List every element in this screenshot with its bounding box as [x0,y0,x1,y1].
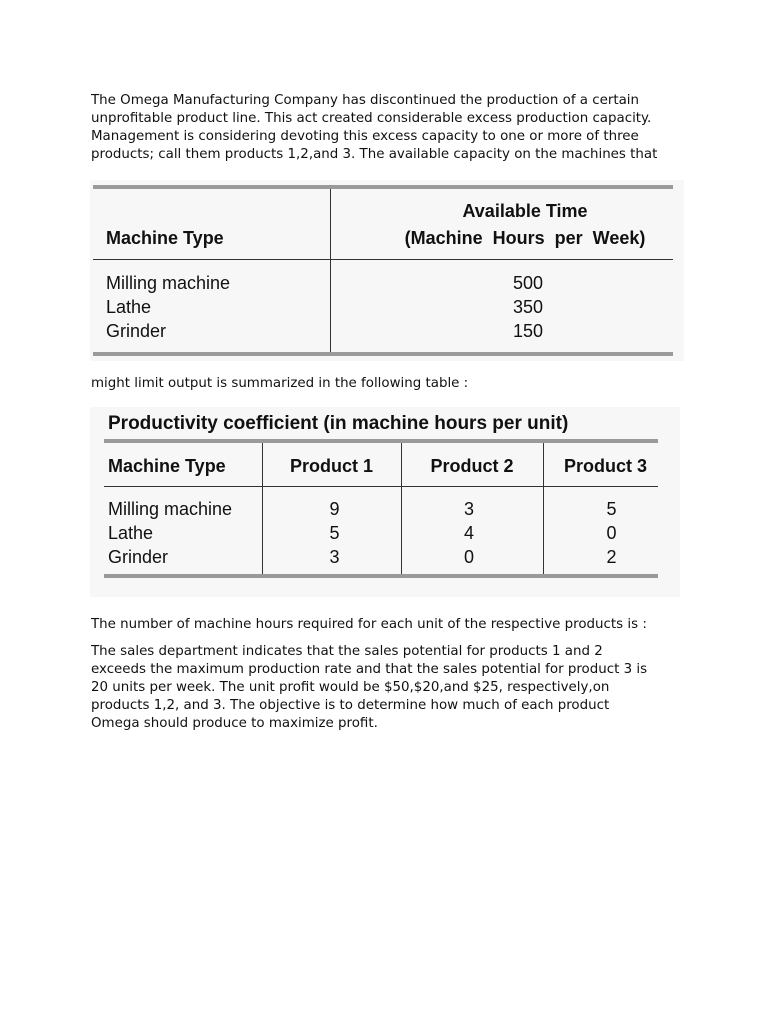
table-top-rule [104,439,658,443]
header-product-1: Product 1 [289,456,373,476]
machine-cell: Lathe [108,523,154,543]
machine-cell: Milling machine [108,499,233,519]
header-machine-type: Machine Type [106,228,224,248]
hours-cell: 150 [512,321,544,341]
coefficient-cell: 0 [606,523,617,543]
sales-paragraph: The sales department indicates that the sales potential for products 1 and 2 exceeds the maximum production rate and that the sales potential for product 3 is 20 units per week. The unit profit would be $50,$20,and $25, respectively,on products 1,2, and 3. The objective is to determine how much of each product Omega should produce to maximize profit. [91,644,648,731]
header-rule [93,259,673,260]
machine-cell: Grinder [106,321,167,341]
machine-column [108,497,232,569]
header-product-3: Product 3 [563,456,647,476]
table1-caption: might limit output is summarized in the following table : [91,376,469,391]
machine-cell: Grinder [108,547,169,567]
table-bottom-rule [93,352,673,356]
header-rule [104,486,658,487]
intro-paragraph: The Omega Manufacturing Company has discontinued the production of a certain unprofitable product line. This act created considerable excess production capacity. Management is considering devoting this excess capacity to one or more of three products; call them products 1,2,and 3. The available capacity on the machines that [91,93,658,162]
coefficient-table [90,407,680,597]
hours-cell: 350 [512,297,544,317]
product-1-column [262,497,407,569]
machine-column [106,271,230,343]
coefficient-cell: 3 [329,547,340,567]
coefficient-cell: 4 [463,523,474,543]
table2-caption: The number of machine hours required for each unit of the respective products is : [91,617,647,632]
coefficient-cell: 2 [606,547,617,567]
machine-cell: Lathe [106,297,152,317]
coefficient-table-title: Productivity coefficient (in machine hours per unit) [108,413,569,434]
table-top-rule [93,185,673,189]
coefficient-cell: 5 [606,499,617,519]
coefficient-cell: 9 [329,499,340,519]
column-divider [330,189,331,352]
header-machine-hours: (Machine Hours per Week) [404,228,646,248]
header-available-time: Available Time [462,201,588,221]
header-product-2: Product 2 [430,456,514,476]
hours-cell: 500 [512,273,544,293]
coefficient-cell: 3 [463,499,474,519]
capacity-table [90,180,684,361]
header-machine-type: Machine Type [108,456,226,476]
product-3-column [543,497,680,569]
coefficient-cell: 5 [329,523,340,543]
table-bottom-rule [104,574,658,578]
machine-cell: Milling machine [106,273,231,293]
coefficient-cell: 0 [463,547,474,567]
hours-column [478,271,578,343]
product-2-column [401,497,537,569]
